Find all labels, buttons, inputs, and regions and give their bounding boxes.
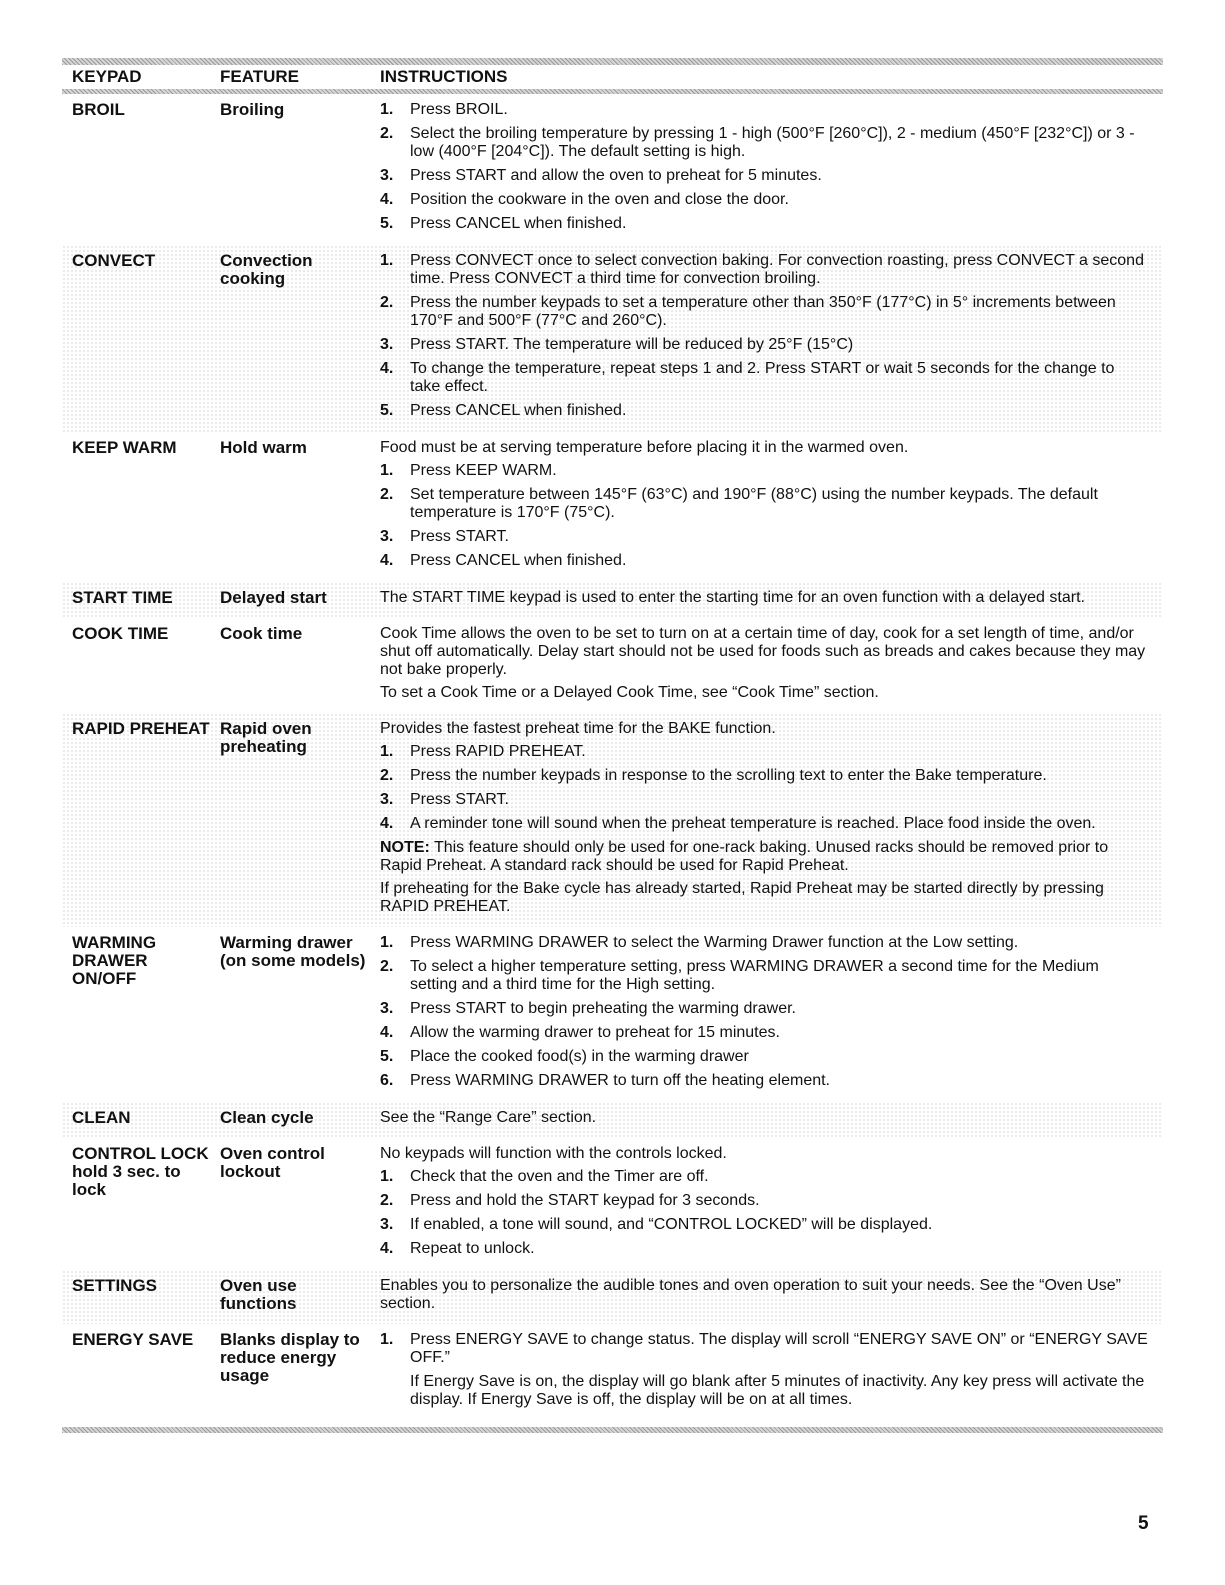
- step-number: 1.: [380, 934, 394, 951]
- step-text: Press ENERGY SAVE to change status. The display will scroll “ENERGY SAVE ON” or “ENERGY SAVE OFF.”: [410, 1331, 1148, 1366]
- feature-name: Clean cycle: [220, 1108, 314, 1127]
- instruction-paragraph: [380, 1277, 1149, 1313]
- keypad-cell: [62, 252, 212, 426]
- keypad-cell: [62, 439, 212, 576]
- step-number: 4.: [380, 360, 394, 377]
- step-text: Check that the oven and the Timer are off.: [410, 1168, 709, 1185]
- step-text: Press KEEP WARM.: [410, 462, 557, 479]
- instruction-paragraph: [380, 684, 1149, 702]
- instruction-step: [380, 101, 1149, 119]
- feature-name: Oven use functions: [220, 1276, 297, 1313]
- instructions-cell: [380, 439, 1163, 576]
- instruction-paragraph: [380, 589, 1149, 607]
- instructions-cell: [380, 1277, 1163, 1318]
- instruction-paragraph: [380, 720, 1149, 738]
- feature-cell: [212, 1109, 380, 1132]
- step-number: 2.: [380, 125, 394, 142]
- step-number: 5.: [380, 402, 394, 419]
- keypad-subtitle: hold 3 sec. to lock: [72, 1162, 181, 1199]
- step-text: If enabled, a tone will sound, and “CONTROL LOCKED” will be displayed.: [410, 1216, 933, 1233]
- keypad-cell: [62, 1145, 212, 1264]
- step-number: 1.: [380, 743, 394, 760]
- step-number: 3.: [380, 1000, 394, 1017]
- keypad-cell: [62, 1331, 212, 1415]
- feature-name: Rapid oven preheating: [220, 719, 312, 756]
- instruction-step: [380, 462, 1149, 480]
- step-text: Press CANCEL when finished.: [410, 402, 627, 419]
- feature-cell: [212, 720, 380, 921]
- note-label: NOTE:: [380, 839, 430, 856]
- instructions-cell: [380, 101, 1163, 239]
- page-number: 5: [1138, 1513, 1149, 1534]
- instruction-paragraph: [380, 625, 1149, 679]
- table-row: [62, 245, 1163, 432]
- feature-name: Oven control lockout: [220, 1144, 325, 1181]
- step-text: If Energy Save is on, the display will go blank after 5 minutes of inactivity. Any key press will activate the display. If Energy Save is off, the display will be on at all times.: [410, 1373, 1145, 1408]
- keypad-name: KEEP WARM: [72, 438, 177, 457]
- instruction-step: [380, 252, 1149, 288]
- feature-cell: [212, 934, 380, 1096]
- step-number: 1.: [380, 462, 394, 479]
- instructions-cell: [380, 934, 1163, 1096]
- step-text: Repeat to unlock.: [410, 1240, 535, 1257]
- instruction-paragraph: [380, 839, 1149, 875]
- step-text: To select a higher temperature setting, press WARMING DRAWER a second time for the Medium setting and a third time for the High setting.: [410, 958, 1099, 993]
- instruction-step: [380, 1168, 1149, 1186]
- instruction-step: [380, 486, 1149, 522]
- step-number: 2.: [380, 294, 394, 311]
- paragraph-text: Cook Time allows the oven to be set to turn on at a certain time of day, cook for a set length of time, and/or shut off automatically. Delay start should not be used for foods such as breads and cakes because they may not bake properly.: [380, 625, 1146, 678]
- step-number: 4.: [380, 1240, 394, 1257]
- paragraph-text: If preheating for the Bake cycle has already started, Rapid Preheat may be started directly by pressing RAPID PREHEAT.: [380, 880, 1104, 915]
- instruction-step: [380, 1000, 1149, 1018]
- instruction-step: [380, 215, 1149, 233]
- table-row: [62, 1324, 1163, 1421]
- step-text: Allow the warming drawer to preheat for 15 minutes.: [410, 1024, 780, 1041]
- instructions-cell: [380, 1145, 1163, 1264]
- table-row: [62, 618, 1163, 713]
- keypad-cell: [62, 1277, 212, 1318]
- keypad-name: CLEAN: [72, 1108, 131, 1127]
- step-text: Press WARMING DRAWER to select the Warming Drawer function at the Low setting.: [410, 934, 1019, 951]
- step-number: 4.: [380, 191, 394, 208]
- instructions-cell: [380, 625, 1163, 707]
- keypad-cell: [62, 625, 212, 707]
- paragraph-text: See the “Range Care” section.: [380, 1109, 597, 1126]
- table-body: [62, 94, 1163, 1421]
- step-text: Press CANCEL when finished.: [410, 552, 627, 569]
- keypad-name: COOK TIME: [72, 624, 169, 643]
- keypad-name: CONTROL LOCK: [72, 1144, 209, 1163]
- step-text: Press CONVECT once to select convection baking. For convection roasting, press CONVECT a second time. Press CONVECT a third time for convection broiling.: [410, 252, 1144, 287]
- instruction-step: [380, 1048, 1149, 1066]
- paragraph-text: Enables you to personalize the audible tones and oven operation to suit your needs. See the “Oven Use” section.: [380, 1277, 1121, 1312]
- feature-cell: [212, 1331, 380, 1415]
- step-number: 2.: [380, 1192, 394, 1209]
- keypad-name: WARMING DRAWER: [72, 933, 157, 970]
- step-number: [380, 1373, 410, 1409]
- instruction-step: [380, 191, 1149, 209]
- instructions-cell: [380, 720, 1163, 921]
- step-text: Press BROIL.: [410, 101, 508, 118]
- instruction-step: [380, 815, 1149, 833]
- step-number: 3.: [380, 336, 394, 353]
- feature-cell: [212, 625, 380, 707]
- keypad-cell: [62, 720, 212, 921]
- step-number: 3.: [380, 1216, 394, 1233]
- feature-cell: [212, 439, 380, 576]
- table-row: [62, 432, 1163, 582]
- feature-name: Cook time: [220, 624, 303, 643]
- keypad-name: BROIL: [72, 100, 125, 119]
- instructions-cell: [380, 1331, 1163, 1415]
- step-text: Place the cooked food(s) in the warming drawer: [410, 1048, 749, 1065]
- keypad-name: RAPID PREHEAT: [72, 719, 210, 738]
- feature-name: Warming drawer (on some models): [220, 933, 366, 970]
- keypad-name: SETTINGS: [72, 1276, 158, 1295]
- step-number: 4.: [380, 815, 394, 832]
- step-text: A reminder tone will sound when the preheat temperature is reached. Place food inside the oven.: [410, 815, 1096, 832]
- step-number: 1.: [380, 252, 394, 269]
- instruction-paragraph: [380, 439, 1149, 457]
- step-number: 5.: [380, 215, 394, 232]
- instruction-paragraph: [380, 880, 1149, 916]
- instruction-step: [380, 958, 1149, 994]
- step-number: 3.: [380, 791, 394, 808]
- table-row: [62, 582, 1163, 618]
- instructions-cell: [380, 589, 1163, 612]
- instruction-step: [380, 1216, 1149, 1234]
- feature-cell: [212, 1277, 380, 1318]
- instruction-step: [380, 1024, 1149, 1042]
- instruction-table: [62, 58, 1163, 1433]
- step-text: Press the number keypads to set a temperature other than 350°F (177°C) in 5° increments between 170°F and 500°F (77°C and 260°C).: [410, 294, 1116, 329]
- keypad-name: START TIME: [72, 588, 173, 607]
- instruction-step: [380, 1192, 1149, 1210]
- header-feature: FEATURE: [220, 67, 300, 86]
- paragraph-text: Provides the fastest preheat time for the BAKE function.: [380, 720, 776, 737]
- feature-name: Delayed start: [220, 588, 327, 607]
- feature-cell: [212, 101, 380, 239]
- instruction-step: [380, 402, 1149, 420]
- instruction-step: [380, 528, 1149, 546]
- instruction-step: [380, 1373, 1149, 1409]
- instruction-paragraph: [380, 1109, 1149, 1127]
- step-text: Position the cookware in the oven and close the door.: [410, 191, 789, 208]
- instruction-step: [380, 336, 1149, 354]
- step-text: Press the number keypads in response to the scrolling text to enter the Bake temperature.: [410, 767, 1047, 784]
- paragraph-text: To set a Cook Time or a Delayed Cook Time, see “Cook Time” section.: [380, 684, 879, 701]
- instruction-step: [380, 1240, 1149, 1258]
- instruction-step: [380, 934, 1149, 952]
- instruction-step: [380, 743, 1149, 761]
- table-row: [62, 94, 1163, 245]
- keypad-cell: [62, 1109, 212, 1132]
- step-number: 3.: [380, 528, 394, 545]
- top-rule: [62, 58, 1163, 65]
- step-number: 2.: [380, 958, 394, 975]
- keypad-subtitle: ON/OFF: [72, 969, 137, 988]
- feature-cell: [212, 589, 380, 612]
- feature-cell: [212, 252, 380, 426]
- feature-name: Hold warm: [220, 438, 307, 457]
- feature-name: Broiling: [220, 100, 285, 119]
- step-text: Press CANCEL when finished.: [410, 215, 627, 232]
- bottom-rule: [62, 1427, 1163, 1433]
- step-number: 1.: [380, 1168, 394, 1185]
- instruction-step: [380, 360, 1149, 396]
- step-number: 4.: [380, 552, 394, 569]
- table-row: [62, 1138, 1163, 1270]
- feature-cell: [212, 1145, 380, 1264]
- instructions-cell: [380, 252, 1163, 426]
- step-text: Press START. The temperature will be reduced by 25°F (15°C): [410, 336, 854, 353]
- table-row: [62, 713, 1163, 927]
- step-number: 6.: [380, 1072, 394, 1089]
- step-text: Select the broiling temperature by pressing 1 - high (500°F [260°C]), 2 - medium (450°F [232°C]) or 3 - low (400°F [204°C]). The default setting is high.: [410, 125, 1135, 160]
- instruction-step: [380, 552, 1149, 570]
- feature-name: Convection cooking: [220, 251, 313, 288]
- step-text: Press and hold the START keypad for 3 seconds.: [410, 1192, 760, 1209]
- instruction-paragraph: [380, 1145, 1149, 1163]
- instruction-step: [380, 167, 1149, 185]
- step-number: 1.: [380, 1331, 394, 1348]
- feature-name: Blanks display to reduce energy usage: [220, 1330, 360, 1385]
- paragraph-text: This feature should only be used for one-rack baking. Unused racks should be removed prior to Rapid Preheat. A standard rack should be used for Rapid Preheat.: [380, 839, 1109, 874]
- step-text: Press RAPID PREHEAT.: [410, 743, 586, 760]
- step-text: To change the temperature, repeat steps 1 and 2. Press START or wait 5 seconds for the change to take effect.: [410, 360, 1115, 395]
- table-row: [62, 927, 1163, 1102]
- paragraph-text: No keypads will function with the controls locked.: [380, 1145, 727, 1162]
- step-text: Press START.: [410, 528, 509, 545]
- step-text: Press START and allow the oven to preheat for 5 minutes.: [410, 167, 822, 184]
- table-header: [62, 65, 1163, 89]
- instructions-cell: [380, 1109, 1163, 1132]
- instruction-step: [380, 791, 1149, 809]
- keypad-name: ENERGY SAVE: [72, 1330, 194, 1349]
- keypad-cell: [62, 101, 212, 239]
- paragraph-text: The START TIME keypad is used to enter the starting time for an oven function with a delayed start.: [380, 589, 1085, 606]
- step-number: 2.: [380, 486, 394, 503]
- instruction-step: [380, 125, 1149, 161]
- table-row: [62, 1270, 1163, 1324]
- header-instructions: INSTRUCTIONS: [380, 67, 508, 86]
- table-row: [62, 1102, 1163, 1138]
- header-keypad: KEYPAD: [72, 67, 142, 86]
- paragraph-text: Food must be at serving temperature before placing it in the warmed oven.: [380, 439, 909, 456]
- step-number: 3.: [380, 167, 394, 184]
- step-text: Press START to begin preheating the warming drawer.: [410, 1000, 796, 1017]
- step-number: 2.: [380, 767, 394, 784]
- step-number: 4.: [380, 1024, 394, 1041]
- step-text: Press START.: [410, 791, 509, 808]
- step-text: Press WARMING DRAWER to turn off the heating element.: [410, 1072, 830, 1089]
- step-text: Set temperature between 145°F (63°C) and 190°F (88°C) using the number keypads. The default temperature is 170°F (75°C).: [410, 486, 1098, 521]
- step-number: 1.: [380, 101, 394, 118]
- instruction-step: [380, 1331, 1149, 1367]
- keypad-name: CONVECT: [72, 251, 156, 270]
- keypad-cell: [62, 589, 212, 612]
- instruction-step: [380, 1072, 1149, 1090]
- instruction-step: [380, 767, 1149, 785]
- step-number: 5.: [380, 1048, 394, 1065]
- keypad-cell: [62, 934, 212, 1096]
- instruction-step: [380, 294, 1149, 330]
